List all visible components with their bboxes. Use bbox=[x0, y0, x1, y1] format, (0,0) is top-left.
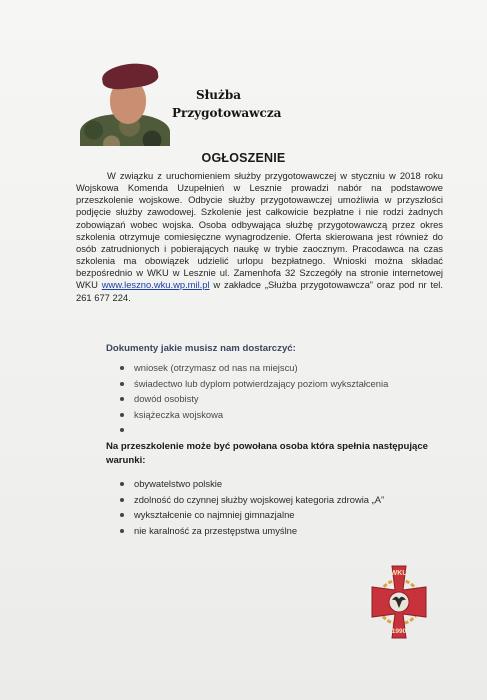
list-item: wykształcenie co najmniej gimnazjalne bbox=[120, 507, 384, 523]
list-item: wniosek (otrzymasz od nas na miejscu) bbox=[120, 360, 388, 376]
notice-body-text: W związku z uruchomieniem służby przygotowawczej w styczniu w 2018 roku Wojskowa Komenda Uzupełnień w Lesznie prowadzi nabór na podstawowe przeszkolenie wojskowe. Odbycie służby przygotowawczej umożliwia w przyszłości podjęcie służby zawodowej. Szkolenie jest całkowicie bezpłatne i nie rodzi żadnych zobowiązań wobec wojska. Osoba odbywająca służbę przygotowawczą przez okres szkolenia otrzymuje comiesięczne wynagrodzenie. Oferta skierowana jest również do osób zatrudnionych i pobierających naukę w trybie zaocznym. Pracodawca na czas szkolenia ma obowiązek udzielić urlopu bezpłatnego. Wnioski można składać bezpośrednio w WKU w Lesznie ul. Zamenhofa 32 Szczegóły na stronie internetowej WKU bbox=[76, 170, 443, 291]
notice-body bbox=[76, 170, 443, 304]
emblem-year-text: 1990 bbox=[391, 628, 407, 635]
list-item: książeczka wojskowa bbox=[120, 407, 388, 423]
documents-heading: Dokumenty jakie musisz nam dostarczyć: bbox=[106, 343, 296, 354]
list-item: zdolność do czynnej służby wojskowej kategoria zdrowia „A” bbox=[120, 492, 384, 508]
header-title bbox=[172, 86, 281, 122]
conditions-list bbox=[120, 476, 384, 538]
notice-heading: OGŁOSZENIE bbox=[201, 151, 286, 165]
wku-website-link[interactable]: www.leszno.wku.wp.mil.pl bbox=[101, 279, 210, 291]
header-title-line1: Służba bbox=[196, 88, 241, 102]
wku-cross-emblem bbox=[368, 562, 430, 640]
emblem-top-text: WKU bbox=[390, 570, 408, 577]
documents-list bbox=[120, 360, 388, 438]
maroon-beret bbox=[101, 60, 160, 92]
header-title-line2: Przygotowawcza bbox=[172, 106, 282, 120]
list-item: świadectwo lub dyplom potwierdzający poziom wykształcenia bbox=[120, 376, 388, 392]
soldier-photo bbox=[80, 60, 170, 146]
conditions-heading: Na przeszkolenie może być powołana osoba która spełnia następujące warunki: bbox=[106, 441, 429, 466]
list-item bbox=[120, 422, 388, 438]
list-item: nie karalność za przestępstwa umyślne bbox=[120, 523, 384, 539]
list-item: dowód osobisty bbox=[120, 391, 388, 407]
list-item: obywatelstwo polskie bbox=[120, 476, 384, 492]
notice-body-text-end: w zakładce „Służba przygotowawcza” oraz pod nr tel. 261 677 224. bbox=[76, 279, 443, 303]
